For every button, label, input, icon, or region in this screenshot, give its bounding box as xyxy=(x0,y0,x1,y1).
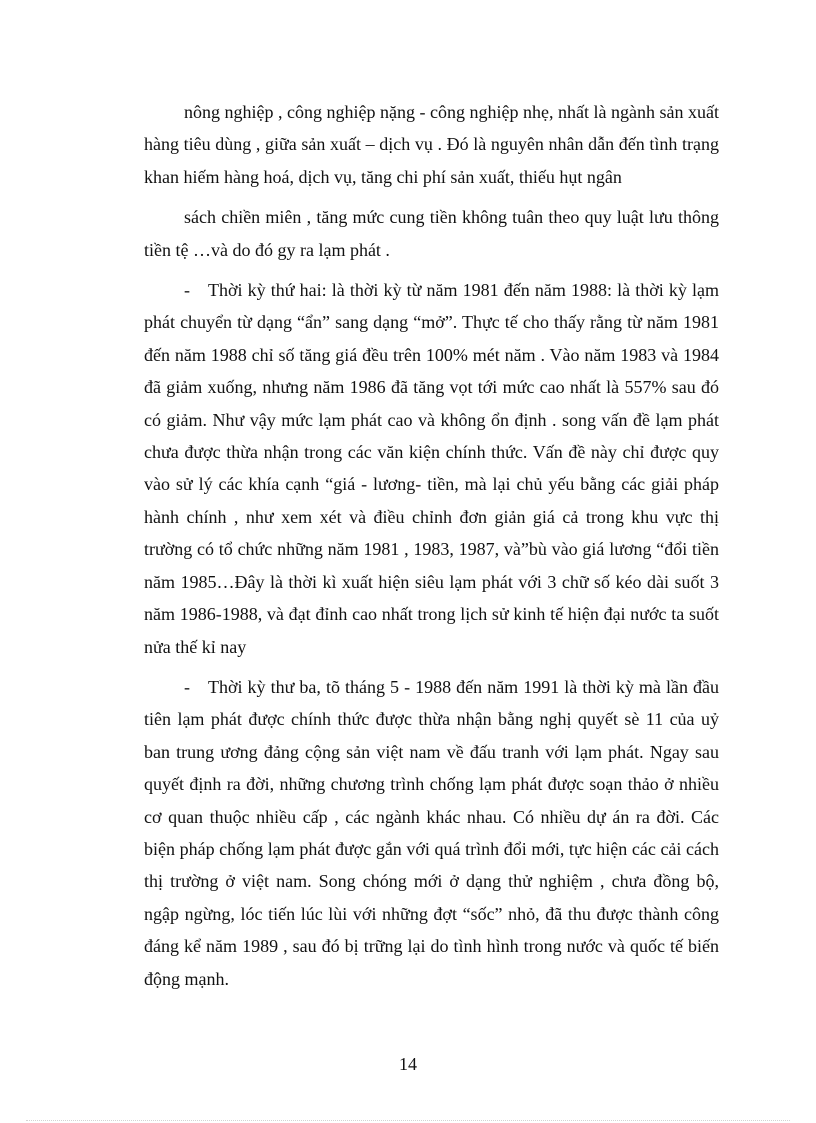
paragraph xyxy=(144,201,719,266)
page-bottom-divider xyxy=(26,1120,790,1121)
paragraph-text: Thời kỳ thứ hai: là thời kỳ từ năm 1981 đến năm 1988: là thời kỳ lạm phát chuyển từ dạng “ẩn” sang dạng “mở”. Thực tế cho thấy rằng từ năm 1981 đến năm 1988 chỉ số tăng giá đều trên 100% mét năm . Vào năm 1983 và 1984 đã giảm xuống, nhưng năm 1986 đã tăng vọt tới mức cao nhất là 557% sau đó có giảm. Như vậy mức lạm phát cao và không ổn định . song vấn đề lạm phát chưa được thừa nhận trong các văn kiện chính thức. Vấn đề này chỉ được quy vào sử lý các khía cạnh “giá - lương- tiền, mà lại chủ yếu bằng các giải pháp hành chính , như xem xét và điều chỉnh đơn giản giá cả trong khu vực thị trường có tổ chức những năm 1981 , 1983, 1987, và”bù vào giá lương “đổi tiền năm 1985…Đây là thời kì xuất hiện siêu lạm phát với 3 chữ số kéo dài suốt 3 năm 1986-1988, và đạt đỉnh cao nhất trong lịch sử kinh tế hiện đại nước ta suốt nửa thế kỉ nay xyxy=(144,280,719,657)
paragraph-text: nông nghiệp , công nghiệp nặng - công nghiệp nhẹ, nhất là ngành sản xuất hàng tiêu dùng , giữa sản xuất – dịch vụ . Đó là nguyên nhân dẫn đến tình trạng khan hiếm hàng hoá, dịch vụ, tăng chi phí sản xuất, thiếu hụt ngân xyxy=(144,102,719,187)
dash-marker: - xyxy=(184,280,190,301)
paragraph-text: sách chiền miên , tăng mức cung tiền không tuân theo quy luật lưu thông tiền tệ …và do đó gy ra lạm phát . xyxy=(144,207,719,260)
paragraph-text: Thời kỳ thư ba, tõ tháng 5 - 1988 đến năm 1991 là thời kỳ mà lần đầu tiên lạm phát được chính thức được thừa nhận bằng nghị quyết sè 11 của uỷ ban trung ương đảng cộng sản việt nam về đấu tranh với lạm phát. Ngay sau quyết định ra đời, những chương trình chống lạm phát được soạn thảo ở nhiều cơ quan thuộc nhiều cấp , các ngành khác nhau. Có nhiều dự án ra đời. Các biện pháp chống lạm phát được gắn với quá trình đổi mới, tực hiện các cải cách thị trường ở việt nam. Song chóng mới ở dạng thử nghiệm , chưa đồng bộ, ngập ngừng, lóc tiến lúc lùi với những đợt “sốc” nhỏ, đã thu được thành công đáng kể năm 1989 , sau đó bị trững lại do tình hình trong nước và quốc tế biến động mạnh. xyxy=(144,676,719,989)
bullet-paragraph xyxy=(144,274,719,663)
dash-marker: - xyxy=(184,676,190,697)
page-number: 14 xyxy=(399,1054,417,1074)
paragraph xyxy=(144,96,719,193)
bullet-paragraph xyxy=(144,671,719,995)
document-body xyxy=(144,96,719,1003)
